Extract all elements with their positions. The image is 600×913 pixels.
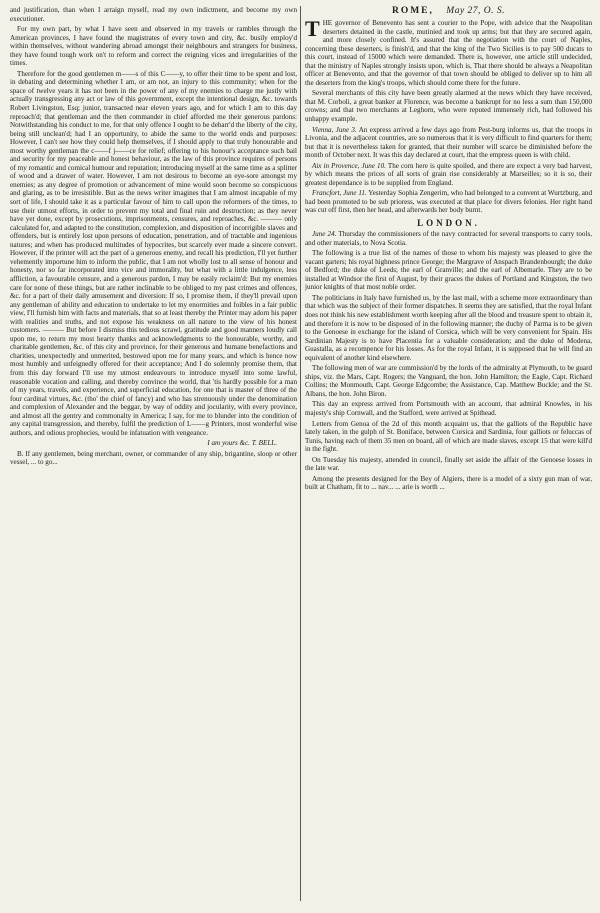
dateline: Aix in Provence, June 10.: [312, 161, 386, 170]
column-divider: [300, 6, 301, 901]
article-paragraph: [305, 189, 592, 215]
dateline: June 24.: [312, 230, 337, 239]
rome-report: HE governor of Benevento has sent a courier to the Pope, with advice that the Neapolitan deserters detained in the castle, mutinied and took up arms; but that they are secured again, and more closely confined. It's assured that the negotiation with the court of Naples, concerning these deserters, is finish'd, and that the king of the Two Sicilies is to pay 500 ducats to this court, instead of 15000 which were demanded. There is, however, one article still undecided, that the ministry of Naples strongly insists upon, which is, That there should be always a Neapolitan officer at Benevento, and that the governor of that town should be obliged to deliver up to him all the deserters from the king's troops, which should come there for the future.: [305, 19, 592, 87]
article-paragraph: Therefore for the good gentlemen m——s of this C——y, to offer their time to be spent and lost, in debating and determining whether I am, or am not, an injury to this community; when for the space of twelve years it has not been in the power of any of my enemies to charge me justly with actually transgressing any act or law of this government, except the intentional design, &c. towards Robert Livingston, Esq; junior, transacted near eleven years ago, and for which I am to this day reproach'd; that gentleman and the then commander in chief afforded me their generous pardons: Notwithstanding his conduct to me, for that only offence I ought to be debarr'd the liberty of the city, being still unclean'd; had I an opportunity, to abide the same to the world ends and purposes: However, I can't see how they could help themselves, if I should apply to that truly honourable and most worthy gentleman the c——f j——ce for relief; offering to his honour's acceptance such bail and security for my peaceable and honest behaviour, as the law of this province requires of persons of my romantic and comical humour and reputation; introducing myself at the same time as a splitter of wood and a drawer of water. However, I am not desirous to become an eye-sore amongst my enemies; as any degree of promotion or advancement of mine would soon become so conspicuous and glaring, as to be irresistible. But as the news writer imagines that I am almost incapable of my sort of life, I should take it as a particular favour of him to call upon the reformers of the times, to use their utmost efforts, in order to prevent my total and final ruin and destruction; as they never have yet done, except by prosecutions, imprisonments, censures, and reproaches, &c. ——— only calculated for, and adapted to the constitution, complexion, and disposition of incorrigible slaves and offenders, but is entirely lost upon persons of education, penetration, and of tractable and ingenious natures; and when has produced multitudes of hypocrites, but scarcely ever made a sincere convert. However, if the printer will act the part of a generous enemy, and recall his prediction, I'll yet further vehemently importune him to inform the public, that I am not wholly lost to all sense of honour and honesty, nor so far incorporated into vice and immorality, but what with a little indulgence, less affliction, a favourable censure, and a generous pardon, I may be easily reclaim'd: But my enemies care for none of these things, but are rather inclinable to be obliged to my past crimes and offences, &c. for a part of their daily amusement and diversion: If so, I promise them, if they'll prevail upon any gentleman of ability and education to undertake to let my enormities and foibles in a fair public view, I'll furnish him with facts and materials, that so at least thereby the Printer may adorn his paper with realities and truths, and not expose his weakness on all nature to the view of his honest customers. ——— But before I dismiss this tedious scrawl, gratitude and good manners loudly call upon me, to return my most hearty thanks and acknowledgments to the honourable, worthy, and charitable gentlemen, &c. of this city and province, for their generous and humane benefactions and charities, unexpectedly and unmerited, bestowed upon me for many years, and which is hence now most humbly and unfeignedly offered for their acceptance; And I do solemnly promise them, that from this day forward I'll use my utmost endeavours to introduce myself into some lawful, reasonable vocation and calling, and thereby convince the world, that 'tis hardly possible for a man of my years, travels, and experience, and superficial education, for one that is master of three of the four cardinal virtues, &c. (tho' the chief of fancy) and who has strenuously under the denomination and complexion of Alexander and the beggar, by way of oddity and jocularity, with every province, and almost all the gentry and commonalty in America; I say, for me to blunder into the condition of any capital transgression, and thereby, fulfil the prediction of L——g Printers, most wonderful wise authors, and odious prophecies, would be infatuation with vengeance.: [10, 69, 297, 437]
article-paragraph: and justification, than when I arraign myself, read my own indictment, and become my own executioner.: [10, 6, 297, 23]
article-paragraph: Among the presents designed for the Bey of Algiers, there is a model of a sixty gun man of war, built at Chatham, fit to ... nav... ... arie is worth ...: [305, 474, 592, 492]
dateline-header: [305, 6, 592, 16]
article-paragraph: On Tuesday his majesty, attended in council, finally set aside the affair of the Genoese losses in the late war.: [305, 455, 592, 473]
article-paragraph: The following is a true list of the names of those to whom his majesty was pleased to give the vacant garters; his royal highness prince George; the Margrave of Anspach Brandenbourgh; the duke of Bedford; the duke of Leeds; the earl of Granville; and the earl of Albemarle. They are to be installed at Windsor the first of August, by their graces the dukes of Portland and Kingston, the two junior knights of that most noble order.: [305, 249, 592, 292]
article-paragraph: The politicians in Italy have furnished us, by the last mail, with a scheme more extraordinary than that which was the subject of their former dispatches. It seems they are satisfied, that the royal Infant does not think his new establishment worth keeping after all the blood and treasure spent to obtain it, and therefore it is now to be disposed of in the following manner; the duchy of Parma is to be given to the Genoese in exchange for the island of Corsica, which will be very convenient for Spain. His Sardinian Majesty is to have Placentia for a valuable consideration; and the duke of Modena, Guastalla, as a recompence for his losses. As for the royal Infant, it is supposed that he will find an equivalent of another kind elsewhere.: [305, 293, 592, 362]
drop-cap: T: [305, 16, 320, 41]
right-column: [305, 6, 592, 911]
article-paragraph: Several merchants of this city have been greatly alarmed at the news which they have received, that M. Corboli, a great banker at Florence, was become a bankrupt for no less a sum than 150,000 crowns; and that two merchants at Leghorn, who were reputed immensely rich, had followed his unhappy example.: [305, 89, 592, 124]
dateline: Francfort, June 11.: [312, 189, 367, 198]
frankfort-report: Yesterday Sophia Zengerim, who had belonged to a convent at Wurtzburg, and had been promoted to be sub prioress, was executed at that place for divers felonies. Her right hand was cut off first, then her head, and afterwards her body burnt.: [305, 189, 592, 215]
london-heading: LONDON.: [417, 218, 480, 229]
article-paragraph: [305, 230, 592, 247]
dateline: Vienna, June 3.: [312, 125, 357, 134]
article-paragraph: This day an express arrived from Portsmouth with an account, that admiral Knowles, in his majesty's ship Cornwall, and the Stafford, were arrived at Spithead.: [305, 400, 592, 417]
article-paragraph: [305, 16, 592, 87]
london-report: Thursday the commissioners of the navy contracted for several transports to carry tools, and other materials, to Nova Scotia.: [305, 230, 592, 247]
article-paragraph: [305, 126, 592, 160]
advertisement-fragment: B. If any gentlemen, being merchant, owner, or commander of any ship, brigantine, sloop or other vessel, ... to go...: [10, 449, 297, 467]
signature: I am yours &c. T. BELL.: [207, 439, 277, 448]
article-paragraph: The following men of war are commission'd by the lords of the admiralty at Plymouth, to be guard ships, viz. the Mars, Capt. Rogers; the Vanguard, the hon. John Hamilton; the Eagle, Capt. Richard Collins; the Monmouth, Capt. George Edgcombe; the Assistance, Cap. Matthew Buckle; and the St. Albans, the hon. John Biron.: [305, 364, 592, 398]
vienna-report: An express arrived a few days ago from Pest-burg informs us, that the troops in Livonia, and the adjacent countries, are so numerous that it is very difficult to find quarters for them; but that it is nevertheless taken for granted, that their number will scarce be diminished before the month of October next. It was this day declared at court, that the empress queen is with child.: [305, 125, 592, 160]
article-paragraph: [305, 162, 592, 188]
article-paragraph: Letters from Genoa of the 2d of this month acquaint us, that the galliots of the Republic have lately taken, in the gulph of St. Boniface, between Corsica and Sardinia, four galliots or feluccas of Tunis, having each of them 35 men on board, all of which are made slaves, except 15 that were kill'd in the fight.: [305, 419, 592, 454]
left-column: [10, 6, 297, 911]
city-heading: ROME,: [391, 6, 434, 16]
aix-report: The corn here is quite spoiled, and there are expect a very bad harvest, by which means the prices of all sorts of grain rise considerably at Marseilles; so it is so, their greatest dependance is to be supplied from England.: [305, 161, 592, 187]
heading-date: May 27, O. S.: [446, 6, 506, 16]
article-paragraph: For my own part, by what I have seen and observed in my travels or rambles through the American provinces, I have found the magistrates of every town and city, &c. busily employ'd within themselves, without wandering abroad amongst their neighbours and strangers for business, they have found tough work on't to reform and correct the reigning vices and irregularities of the times.: [10, 25, 297, 68]
